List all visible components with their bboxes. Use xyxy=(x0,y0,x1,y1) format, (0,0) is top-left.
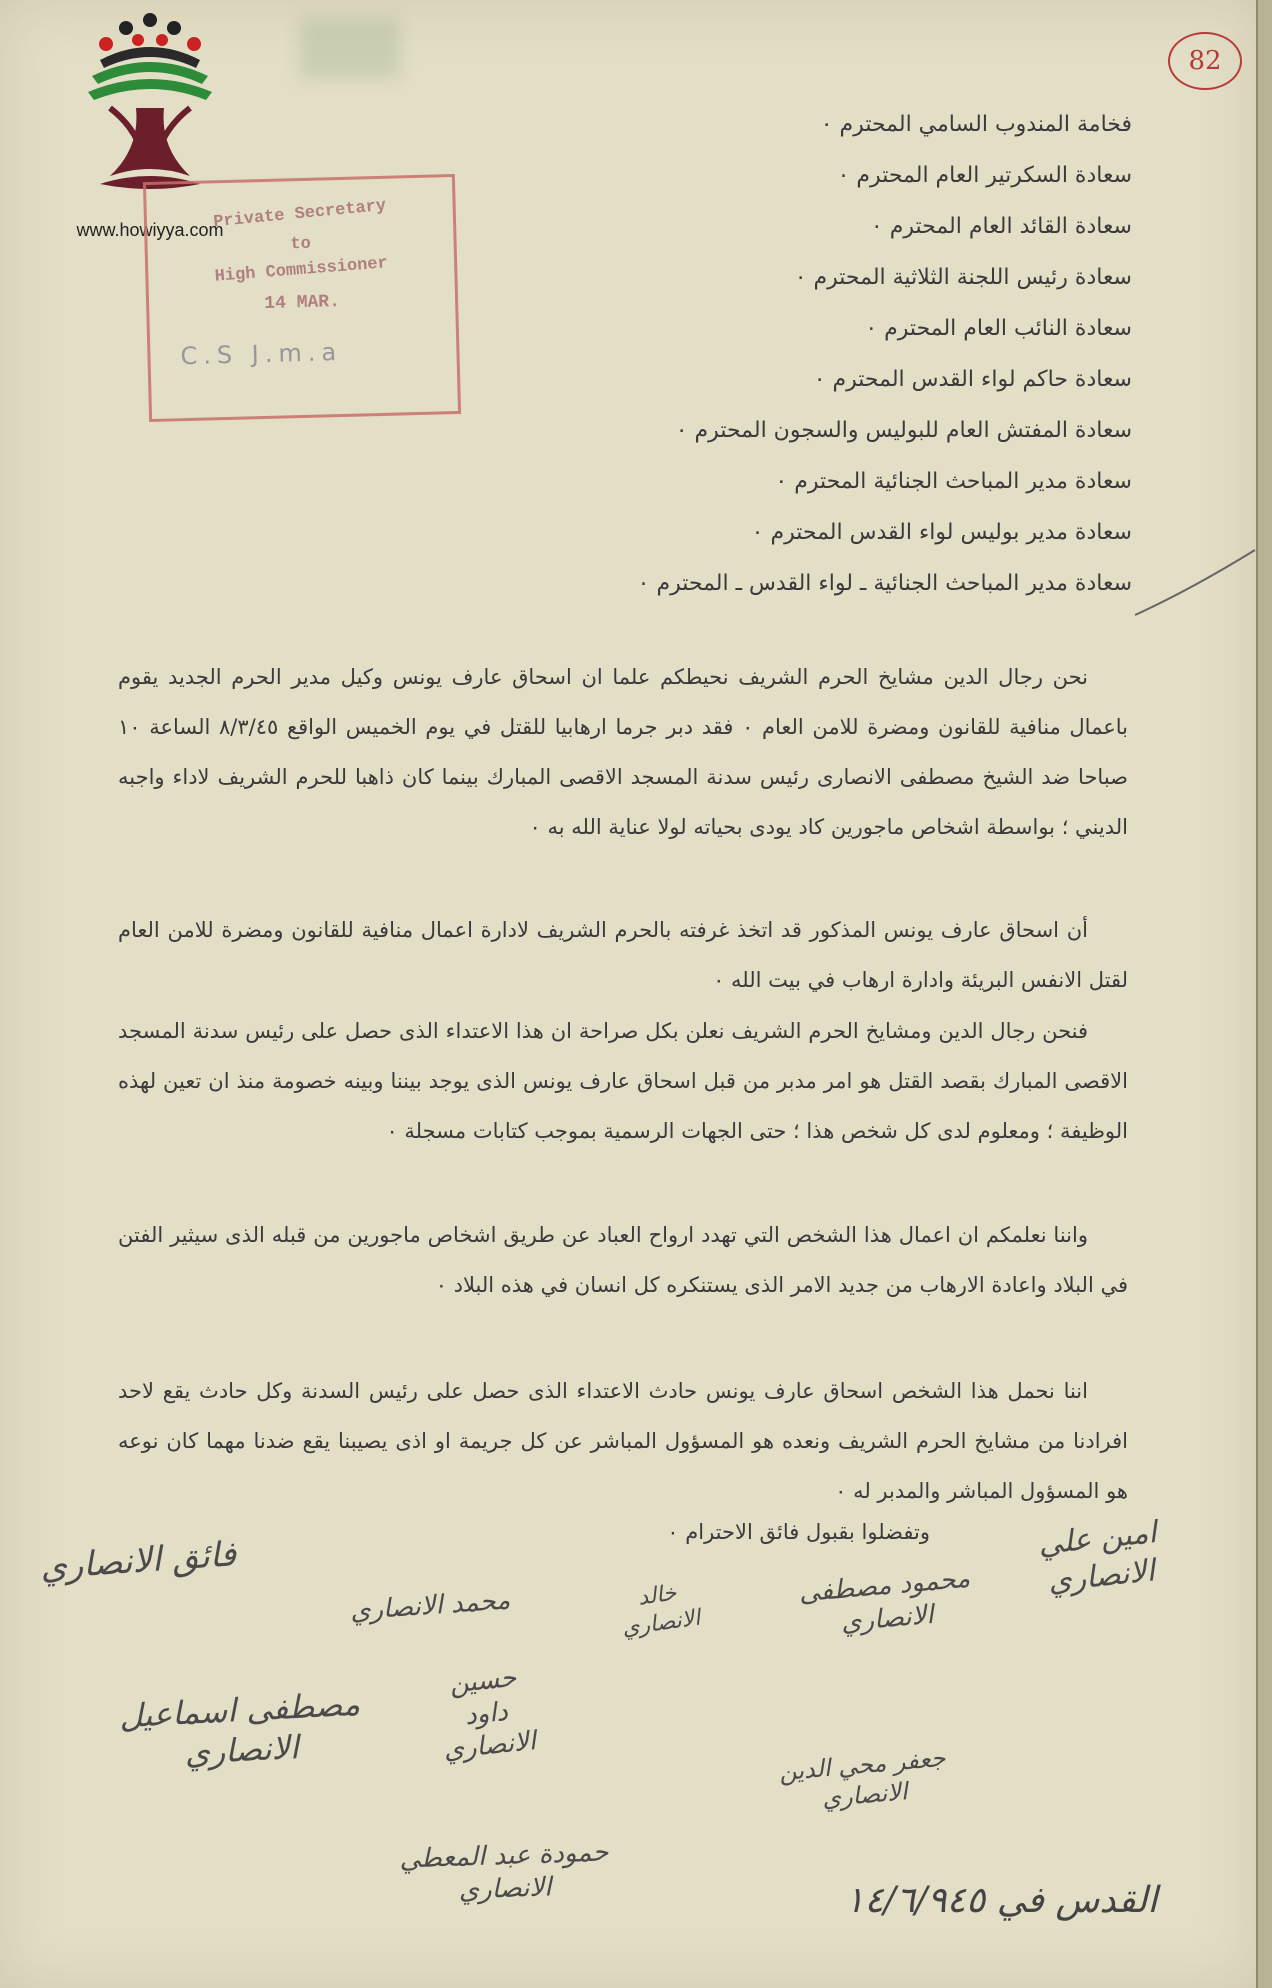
signature-line: داود xyxy=(463,1696,510,1731)
signature-line: الانصاري xyxy=(1046,1552,1157,1599)
addressee-line: سعادة مدير بوليس لواء القدس المحترم ٠ xyxy=(751,520,1132,545)
folio-number: 82 xyxy=(1168,32,1242,90)
signature-line: مصطفى اسماعيل xyxy=(118,1684,361,1736)
stamp-line-1: Private Secretary xyxy=(212,196,388,233)
signature-line: الانصاري xyxy=(839,1599,935,1638)
stamp-date: 14 MAR. xyxy=(264,292,341,314)
signature-amin xyxy=(1036,1514,1162,1601)
signature-line: محمود مصطفى xyxy=(797,1563,972,1609)
signature-line: الانصاري xyxy=(458,1871,552,1906)
body-paragraph-2: أن اسحاق عارف يونس المذكور قد اتخذ غرفته بالحرم الشريف لادارة اعمال منافية للقانون ومضرة للامن العام لقتل الانفس البريئة وادارة ارهاب في بيت الله ٠ xyxy=(118,918,1128,992)
addressee-line: سعادة السكرتير العام المحترم ٠ xyxy=(837,163,1132,188)
signature-line: حسين xyxy=(448,1662,518,1700)
addressee-line: سعادة المفتش العام للبوليس والسجون المحترم ٠ xyxy=(675,418,1132,443)
body-paragraph-1: نحن رجال الدين مشايخ الحرم الشريف نحيطكم علما ان اسحاق عارف يونس وكيل مدير الحرم الجديد يقوم باعمال منافية للقانون ومضرة للامن العام ٠ فقد دبر جرما ارهابيا للقتل في يوم الخميس الواقع ٨/٣/٤٥ الساعة ١٠ صباحا ضد الشيخ مصطفى الانصارى رئيس سدنة المسجد الاقصى المبارك بينما كان ذاهبا للحرم الشريف لاداء واجبه الديني ؛ بواسطة اشخاص ماجورين كاد يودى بحياته لولا عناية الله به ٠ xyxy=(118,665,1128,839)
signature-line: جعفر محي الدين xyxy=(777,1743,947,1787)
closing-line: وتفضلوا بقبول فائق الاحترام ٠ xyxy=(667,1520,930,1544)
addressee-line: سعادة مدير المباحث الجنائية ـ لواء القدس ـ المحترم ٠ xyxy=(637,571,1132,596)
addressee-line: سعادة النائب العام المحترم ٠ xyxy=(865,316,1132,341)
page-edge xyxy=(1256,0,1272,1988)
addressee-line: فخامة المندوب السامي المحترم ٠ xyxy=(820,112,1132,137)
signature-line: فائق الانصاري xyxy=(38,1534,238,1588)
body-paragraph-3: فنحن رجال الدين ومشايخ الحرم الشريف نعلن بكل صراحة ان هذا الاعتداء الذى حصل على رئيس سدنة المسجد الاقصى المبارك بقصد القتل هو امر مدبر من قبل اسحاق عارف يونس الذى يوجد بيننا وبينه خصومة منذ ان تعين لهذه الوظيفة ؛ ومعلوم لدى كل شخص هذا ؛ حتى الجهات الرسمية بموجب كتابات مسجلة ٠ xyxy=(118,1019,1128,1143)
addressee-line: سعادة حاكم لواء القدس المحترم ٠ xyxy=(813,367,1132,392)
stamp-line-2: to xyxy=(290,234,312,255)
signature-line: الانصاري xyxy=(620,1605,702,1641)
body-paragraph-4: واننا نعلمكم ان اعمال هذا الشخص التي تهدد ارواح العباد عن طريق اشخاص ماجورين من قبله الذى سيثير الفتن في البلاد واعادة الارهاب من جديد الامر الذى يستنكره كل انسان في هذه البلاد ٠ xyxy=(118,1223,1128,1297)
body-paragraph-5: اننا نحمل هذا الشخص اسحاق عارف يونس حادث الاعتداء الذى حصل على رئيس السدنة وكل حادث يقع لاحد افرادنا من مشايخ الحرم الشريف ونعده هو المسؤول المباشر عن كل جريمة او اذى يصيبنا يقع ضدنا مهما كان نوعه هو المسؤول المباشر والمدبر له ٠ xyxy=(118,1379,1128,1503)
pencil-note: C.S J.m.a xyxy=(180,337,343,371)
margin-pen-stroke xyxy=(1130,540,1260,620)
signature-line: الانصاري xyxy=(183,1728,300,1772)
addressee-line: سعادة القائد العام المحترم ٠ xyxy=(870,214,1132,239)
signature-mustafa xyxy=(118,1684,363,1777)
addressee-line: سعادة مدير المباحث الجنائية المحترم ٠ xyxy=(775,469,1132,494)
signature-line: الانصاري xyxy=(820,1777,909,1813)
signature-hamouda xyxy=(399,1836,610,1908)
green-smudge xyxy=(300,18,400,78)
signature-line: حمودة عبد المعطي xyxy=(398,1837,609,1875)
logo-url: www.howiyya.com xyxy=(76,220,224,240)
signature-line: محمد الانصاري xyxy=(349,1585,512,1627)
stamp-line-3: High Commissioner xyxy=(214,254,389,287)
signature-line: خالد xyxy=(636,1580,679,1611)
signature-line: الانصاري xyxy=(442,1726,538,1766)
signature-line: امين علي xyxy=(1036,1514,1159,1563)
date-line: القدس في ١٤/٦/٩٤٥ xyxy=(845,1880,1158,1921)
addressee-line: سعادة رئيس اللجنة الثلاثية المحترم ٠ xyxy=(794,265,1132,290)
signature-hussein xyxy=(435,1660,537,1767)
signature-khaled xyxy=(617,1577,702,1642)
received-stamp xyxy=(143,174,461,422)
